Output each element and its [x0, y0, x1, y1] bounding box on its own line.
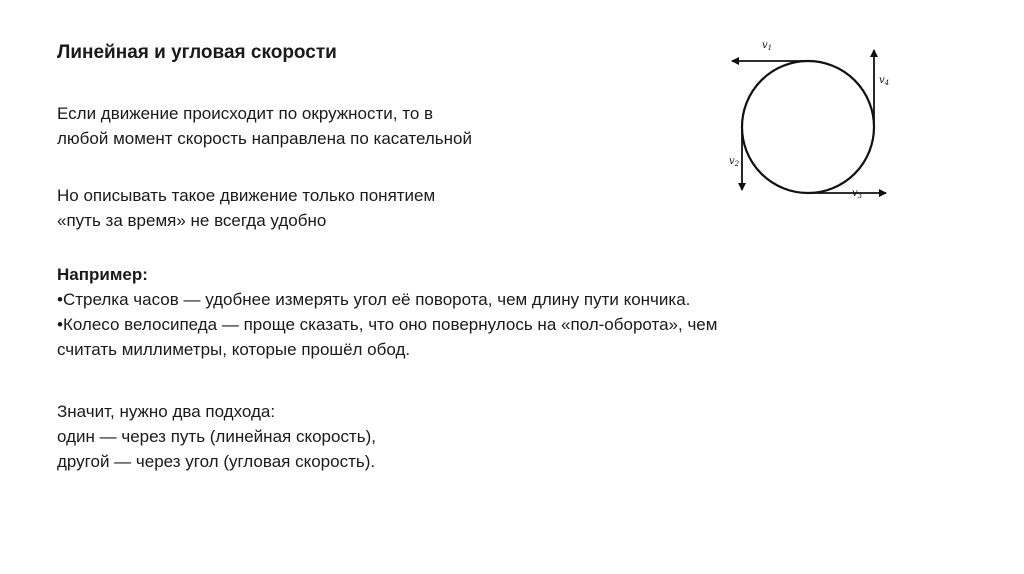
- slide-title: Линейная и угловая скорости: [57, 42, 337, 63]
- text-line: любой момент скорость направлена по касательной: [57, 129, 472, 148]
- example-bicycle-wheel: •Колесо велосипеда — проще сказать, что оно повернулось на «пол-оборота», чем: [57, 315, 718, 334]
- text-line: Если движение происходит по окружности, то в: [57, 104, 434, 123]
- paragraph-path-time: [57, 183, 435, 233]
- text-line: один — через путь (линейная скорость),: [57, 427, 376, 446]
- text-line: «путь за время» не всегда удобно: [57, 211, 327, 230]
- paragraph-examples: [57, 262, 717, 362]
- vector-label-v2: $v_2$: [729, 156, 740, 168]
- text-line: Значит, нужно два подхода:: [57, 402, 276, 421]
- circular-motion-diagram: [720, 30, 900, 215]
- example-bicycle-wheel-cont: считать миллиметры, которые прошёл обод.: [57, 340, 411, 359]
- vector-label-v1: $v_1$: [762, 40, 773, 52]
- paragraph-conclusion: [57, 399, 376, 474]
- example-clock-hand: •Стрелка часов — удобнее измерять угол её поворота, чем длину пути кончика.: [57, 290, 691, 309]
- vector-label-v3: $v_3$: [852, 188, 863, 200]
- text-line: другой — через угол (угловая скорость).: [57, 452, 376, 471]
- paragraph-tangent-velocity: [57, 101, 472, 151]
- examples-heading: Например:: [57, 265, 148, 284]
- vector-label-v4: $v_4$: [879, 75, 890, 87]
- text-line: Но описывать такое движение только понятием: [57, 186, 436, 205]
- trajectory-circle: [742, 61, 874, 193]
